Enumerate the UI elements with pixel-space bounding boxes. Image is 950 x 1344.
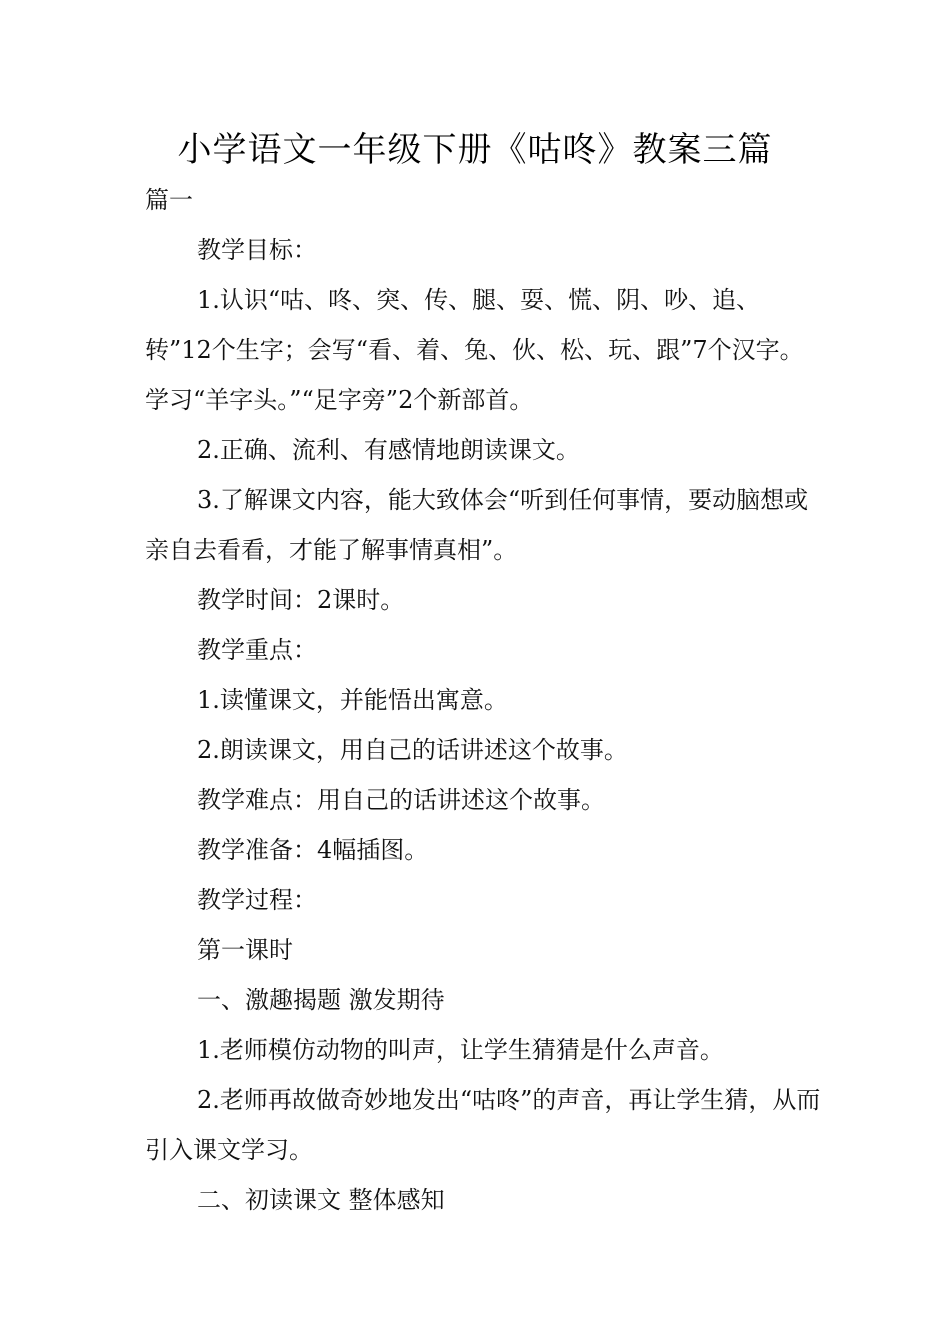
paragraph-key-points: 教学重点：: [197, 636, 317, 664]
paragraph-preparation: 教学准备：4幅插图。: [197, 836, 429, 864]
paragraph-step-1: 一、激趣揭题 激发期待: [197, 986, 445, 1014]
paragraph-difficulty: 教学难点：用自己的话讲述这个故事。: [197, 786, 605, 814]
paragraph-goal-1: 1.认识“咕、咚、突、传、腿、耍、慌、阴、吵、追、转”12个生字；会写“看、着、兔、伙、松、玩、跟”7个汉字。学习“羊字头。”“足字旁”2个新部首。: [145, 286, 804, 414]
paragraph-first-lesson: 第一课时: [197, 936, 293, 964]
paragraph-step-1-item-1: 1.老师模仿动物的叫声，让学生猜猜是什么声音。: [197, 1036, 724, 1064]
paragraph-key-point-2: 2.朗读课文，用自己的话讲述这个故事。: [197, 736, 628, 764]
paragraph-teaching-time: 教学时间：2课时。: [197, 586, 405, 614]
document-title: 小学语文一年级下册《咕咚》教案三篇: [177, 130, 773, 170]
paragraph-key-point-1: 1.读懂课文，并能悟出寓意。: [197, 686, 508, 714]
section-heading: 篇一: [145, 186, 193, 214]
paragraph-step-2: 二、初读课文 整体感知: [197, 1186, 445, 1214]
paragraph-step-1-item-2: 2.老师再故做奇妙地发出“咕咚”的声音，再让学生猜，从而引入课文学习。: [145, 1086, 821, 1164]
paragraph-goal-3: 3.了解课文内容，能大致体会“听到任何事情，要动脑想或亲自去看看，才能了解事情真相”。: [145, 486, 809, 564]
paragraph-process: 教学过程：: [197, 886, 317, 914]
paragraph-teaching-goals: 教学目标：: [197, 236, 317, 264]
paragraph-goal-2: 2.正确、流利、有感情地朗读课文。: [197, 436, 580, 464]
